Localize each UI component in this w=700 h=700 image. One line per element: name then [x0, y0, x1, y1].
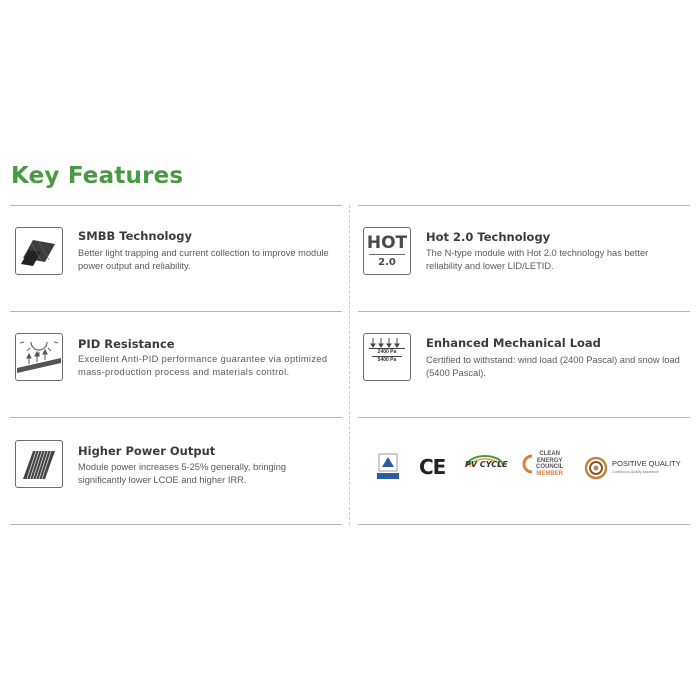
solar-cell-icon: [15, 227, 63, 275]
hot-icon-text: HOT: [366, 233, 408, 253]
positive-quality-text: POSITIVE QUALITY: [612, 459, 681, 468]
load-icon-snow: 5400 Pa: [377, 357, 397, 363]
row-divider: [10, 524, 342, 525]
feature-title: Hot 2.0 Technology: [426, 230, 551, 244]
feature-title: SMBB Technology: [78, 229, 193, 243]
feature-hot-2: [358, 205, 690, 312]
cec-line-2: ENERGY: [537, 457, 563, 464]
positive-quality-logo: [584, 456, 681, 480]
hot-2-icon: [363, 227, 411, 275]
cec-line-3: COUNCIL: [536, 464, 564, 470]
column-divider: [349, 205, 350, 525]
positive-quality-subtext: Continuous Quality Assurance: [612, 470, 659, 474]
feature-title: PID Resistance: [78, 337, 175, 351]
page-title: Key Features: [11, 163, 184, 189]
pid-icon: [15, 333, 63, 381]
pv-cycle-logo: [465, 456, 508, 469]
cec-line-4: MEMBER: [536, 470, 563, 477]
feature-description: Certified to withstand: wind load (2400 Pascal) and snow load (5400 Pascal).: [426, 355, 680, 378]
feature-title: Higher Power Output: [78, 444, 216, 458]
feature-title: Enhanced Mechanical Load: [426, 336, 601, 350]
feature-smbb: [10, 205, 342, 312]
tuv-logo-icon: [373, 452, 403, 482]
pv-cycle-text: PV CYCLE: [465, 460, 508, 469]
certification-logos: [358, 418, 690, 525]
ce-mark: CE: [419, 455, 446, 479]
row-divider: [358, 524, 690, 525]
feature-description: Module power increases 5-25% generally, bringing significantly lower LCOE and higher IRR.: [78, 462, 287, 485]
feature-higher-power: [10, 418, 342, 525]
feature-description: Excellent Anti-PID performance guarantee via optimized mass-production process and materials control.: [78, 354, 328, 377]
cec-line-1: CLEAN: [539, 451, 560, 457]
hot-icon-version: 2.0: [378, 257, 396, 268]
mechanical-load-icon: [363, 333, 411, 381]
feature-description: The N-type module with Hot 2.0 technology has better reliability and lower LID/LETID.: [426, 248, 649, 271]
feature-pid: [10, 311, 342, 418]
load-icon-wind: 2400 Pa: [377, 349, 397, 355]
feature-mechanical-load: [358, 311, 690, 418]
feature-description: Better light trapping and current collection to improve module power output and reliability.: [78, 248, 329, 271]
solar-panel-icon: [15, 440, 63, 488]
clean-energy-council-logo: [520, 451, 563, 477]
